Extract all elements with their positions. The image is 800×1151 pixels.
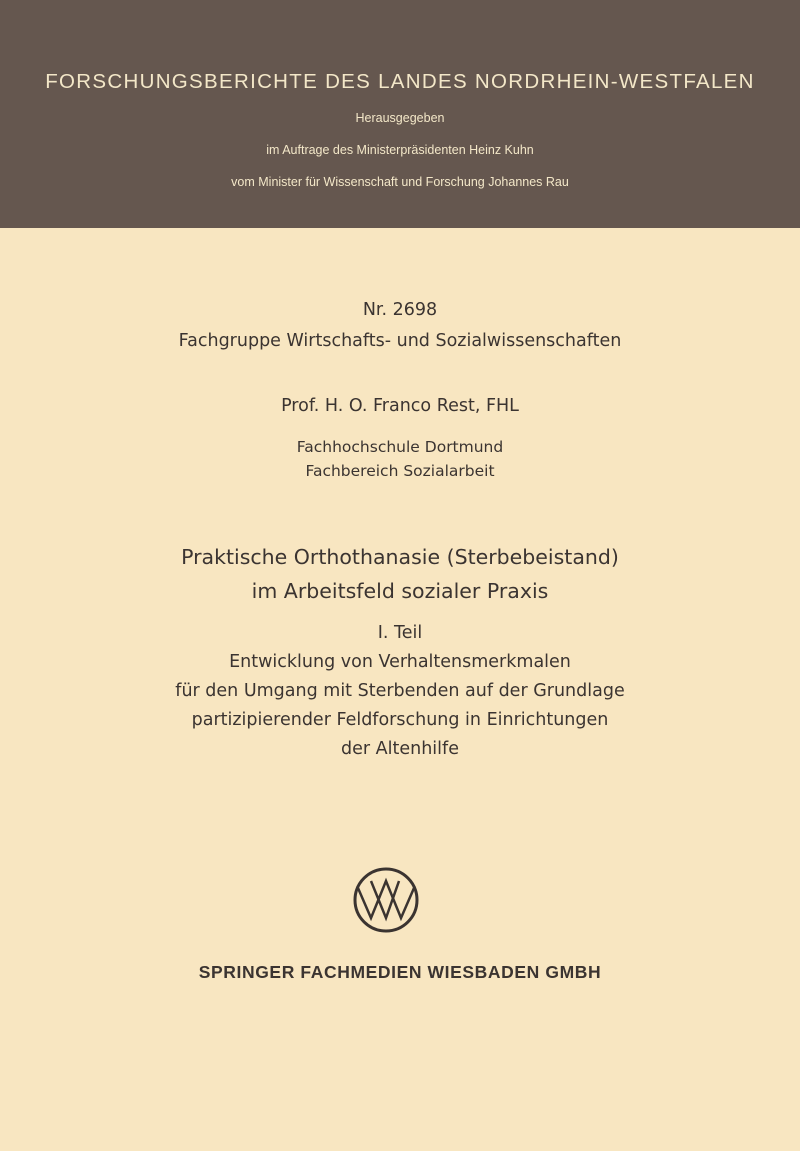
publisher-name: SPRINGER FACHMEDIEN WIESBADEN GMBH — [198, 962, 602, 982]
title-line-1: Praktische Orthothanasie (Sterbebeistand) — [181, 545, 619, 569]
subtitle-line-4: der Altenhilfe — [341, 739, 459, 759]
subject-group: Fachgruppe Wirtschafts- und Sozialwissenschaften — [178, 331, 622, 351]
subtitle-line-3: partizipierender Feldforschung in Einrichtungen — [191, 710, 609, 730]
institution: Fachhochschule Dortmund — [296, 438, 504, 456]
subtitle-line-2: für den Umgang mit Sterbenden auf der Grundlage — [175, 681, 625, 701]
minister-line: vom Minister für Wissenschaft und Forschung Johannes Rau — [231, 175, 569, 189]
publisher-logo-icon — [352, 866, 420, 934]
part-label: I. Teil — [377, 623, 423, 643]
author: Prof. H. O. Franco Rest, FHL — [281, 396, 519, 416]
title-line-2: im Arbeitsfeld sozialer Praxis — [251, 579, 549, 603]
subtitle-line-1: Entwicklung von Verhaltensmerkmalen — [229, 652, 571, 672]
department: Fachbereich Sozialarbeit — [305, 462, 495, 480]
editor-line: Herausgegeben — [355, 111, 445, 125]
commission-line: im Auftrage des Ministerpräsidenten Heinz Kuhn — [266, 143, 534, 157]
series-title: FORSCHUNGSBERICHTE DES LANDES NORDRHEIN-WESTFALEN — [45, 70, 755, 93]
report-number: Nr. 2698 — [362, 300, 438, 320]
